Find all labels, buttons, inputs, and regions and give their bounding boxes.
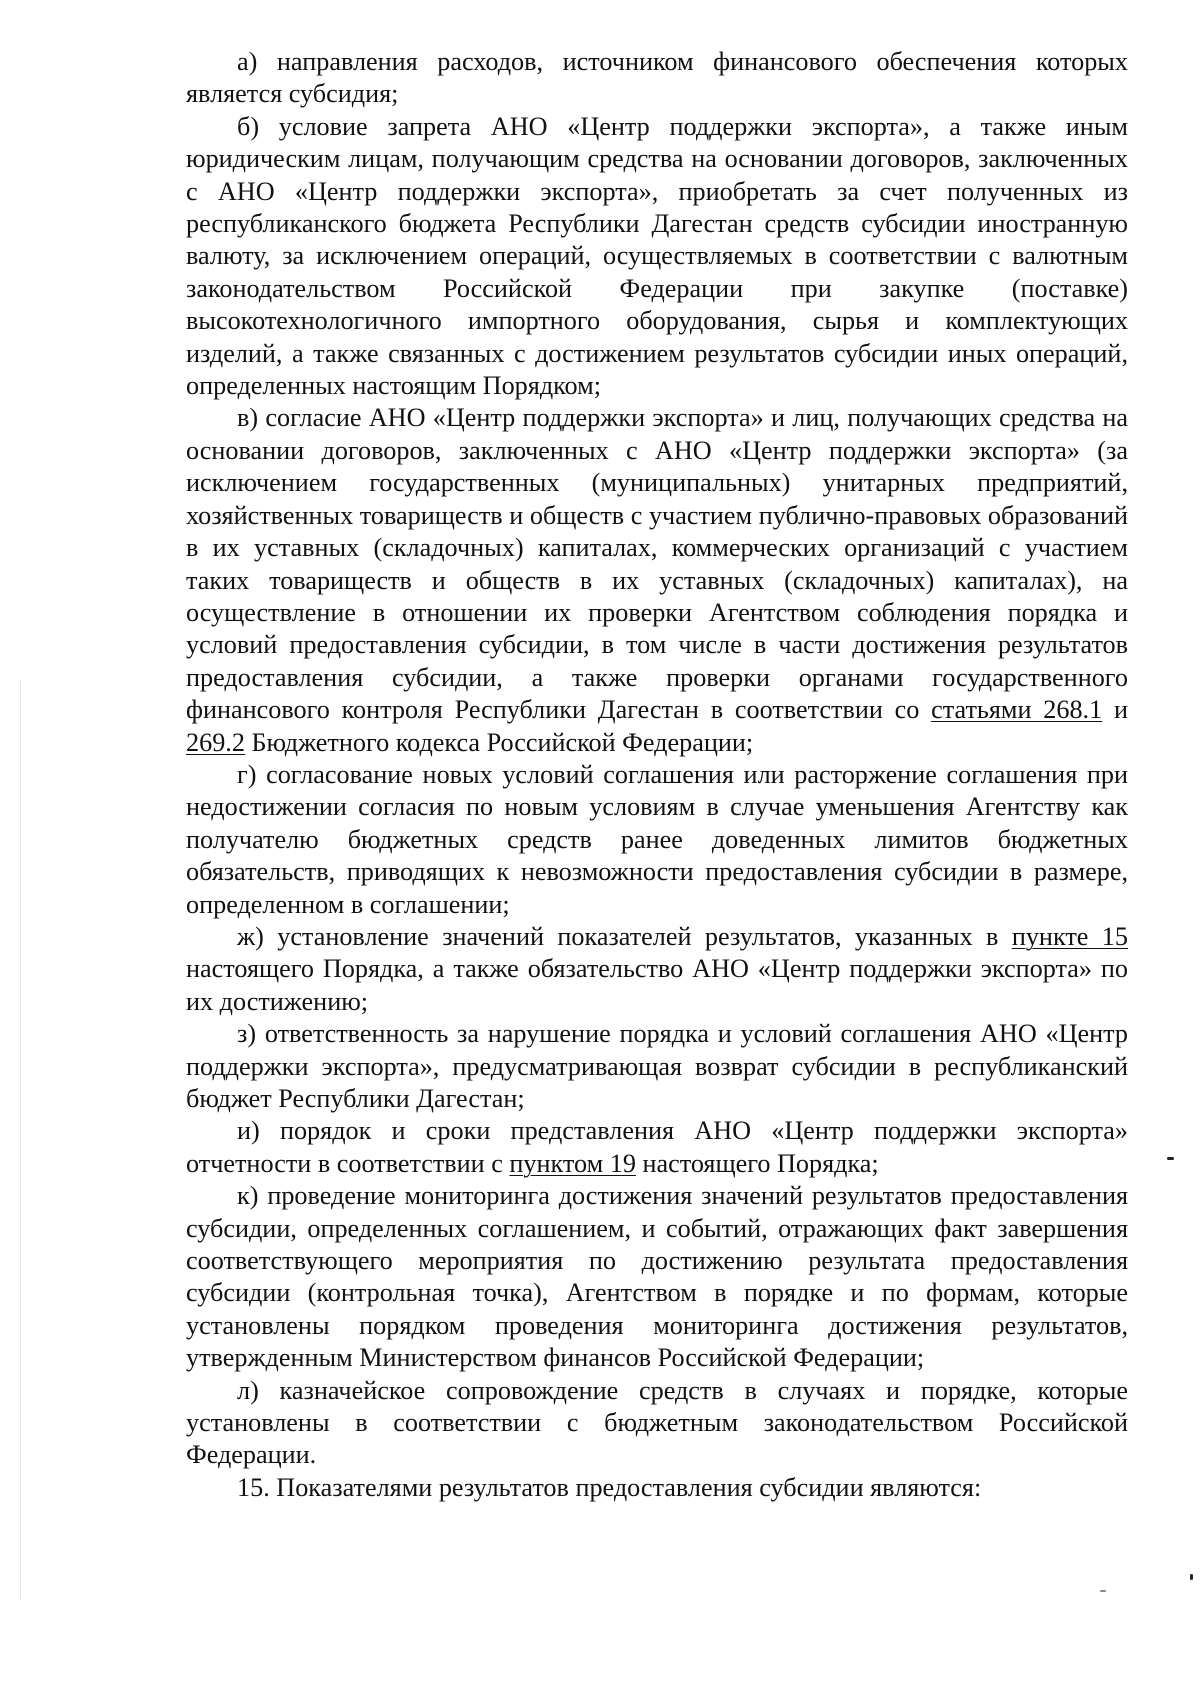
paragraph-k xyxy=(186,1180,1128,1374)
paragraph-g xyxy=(186,759,1128,921)
paragraph-a xyxy=(186,46,1128,111)
legal-reference-link[interactable]: статьями 268.1 xyxy=(931,695,1103,725)
legal-reference-link[interactable]: 269.2 xyxy=(186,727,245,757)
paragraph-text: настоящего Порядка; xyxy=(635,1148,879,1178)
paragraph-text: з) ответственность за нарушение порядка и условий соглашения АНО «Центр поддержки экспорта», предусматривающая возврат субсидии в республиканский бюджет Республики Дагестан; xyxy=(186,1019,1128,1113)
scan-speck xyxy=(1190,1574,1193,1580)
scan-speck xyxy=(1100,1590,1106,1592)
paragraph-i xyxy=(186,1115,1128,1180)
paragraph-text: а) направления расходов, источником финансового обеспечения которых является субсидия; xyxy=(186,47,1128,109)
paragraph-text: ж) установление значений показателей результатов, указанных в xyxy=(237,921,1012,951)
paragraph-text: настоящего Порядка, а также обязательство АНО «Центр поддержки экспорта» по их достижению; xyxy=(186,954,1128,1016)
paragraph-b xyxy=(186,111,1128,403)
paragraph-text: к) проведение мониторинга достижения значений результатов предоставления субсидии, определенных соглашением, и событий, отражающих факт завершения соответствующего мероприятия по достижению результата предоставления субсидии (контрольная точка), Агентством в порядке и по формам, которые установлены порядком проведения мониторинга достижения результатов, утвержденным Министерством финансов Российской Федерации; xyxy=(186,1181,1128,1373)
paragraph-text: Бюджетного кодекса Российской Федерации; xyxy=(244,727,754,757)
paragraph-p15 xyxy=(186,1472,1128,1504)
paragraph-z xyxy=(186,1018,1128,1115)
paragraph-v xyxy=(186,402,1128,758)
scan-margin-line xyxy=(20,680,21,1600)
document-body xyxy=(186,46,1128,1504)
paragraph-text: б) условие запрета АНО «Центр поддержки экспорта», а также иным юридическим лицам, получающим средства на основании договоров, заключенных с АНО «Центр поддержки экспорта», приобретать за счет полученных из республиканского бюджета Республики Дагестан средств субсидии иностранную валюту, за исключением операций, осуществляемых в соответствии с валютным законодательством Российской Федерации при закупке (поставке) высокотехнологичного импортного оборудования, сырья и комплектующих изделий, а также связанных с достижением результатов субсидии иных операций, определенных настоящим Порядком; xyxy=(186,111,1128,401)
legal-reference-link[interactable]: пунктом 19 xyxy=(509,1148,636,1178)
paragraph-text: и) порядок и сроки представления АНО «Центр поддержки экспорта» отчетности в соответствии с xyxy=(186,1116,1128,1178)
paragraph-text: 15. Показателями результатов предоставления субсидии являются: xyxy=(237,1472,982,1502)
paragraph-l xyxy=(186,1375,1128,1472)
legal-reference-link[interactable]: пункте 15 xyxy=(1011,921,1128,951)
paragraph-text: и xyxy=(1102,695,1129,725)
paragraph-text: л) казначейское сопровождение средств в случаях и порядке, которые установлены в соответствии с бюджетным законодательством Российской Федерации. xyxy=(186,1375,1128,1470)
paragraph-zh xyxy=(186,921,1128,1018)
scan-speck xyxy=(1167,1157,1174,1160)
paragraph-text: г) согласование новых условий соглашения или расторжение соглашения при недостижении согласия по новым условиям в случае уменьшения Агентству как получателю бюджетных средств ранее доведенных лимитов бюджетных обязательств, приводящих к невозможности предоставления субсидии в размере, определенном в соглашении; xyxy=(186,759,1128,919)
paragraph-text: в) согласие АНО «Центр поддержки экспорта» и лиц, получающих средства на основании договоров, заключенных с АНО «Центр поддержки экспорта» (за исключением государственных (муниципальных) унитарных предприятий, хозяйственных товариществ и обществ с участием публично-правовых образований в их уставных (складочных) капиталах, коммерческих организаций с участием таких товариществ и обществ в их уставных (складочных) капиталах), на осуществление в отношении их проверки Агентством соблюдения порядка и условий предоставления субсидии, в том числе в части достижения результатов предоставления субсидии, а также проверки органами государственного финансового контроля Республики Дагестан в соответствии со xyxy=(186,403,1128,725)
